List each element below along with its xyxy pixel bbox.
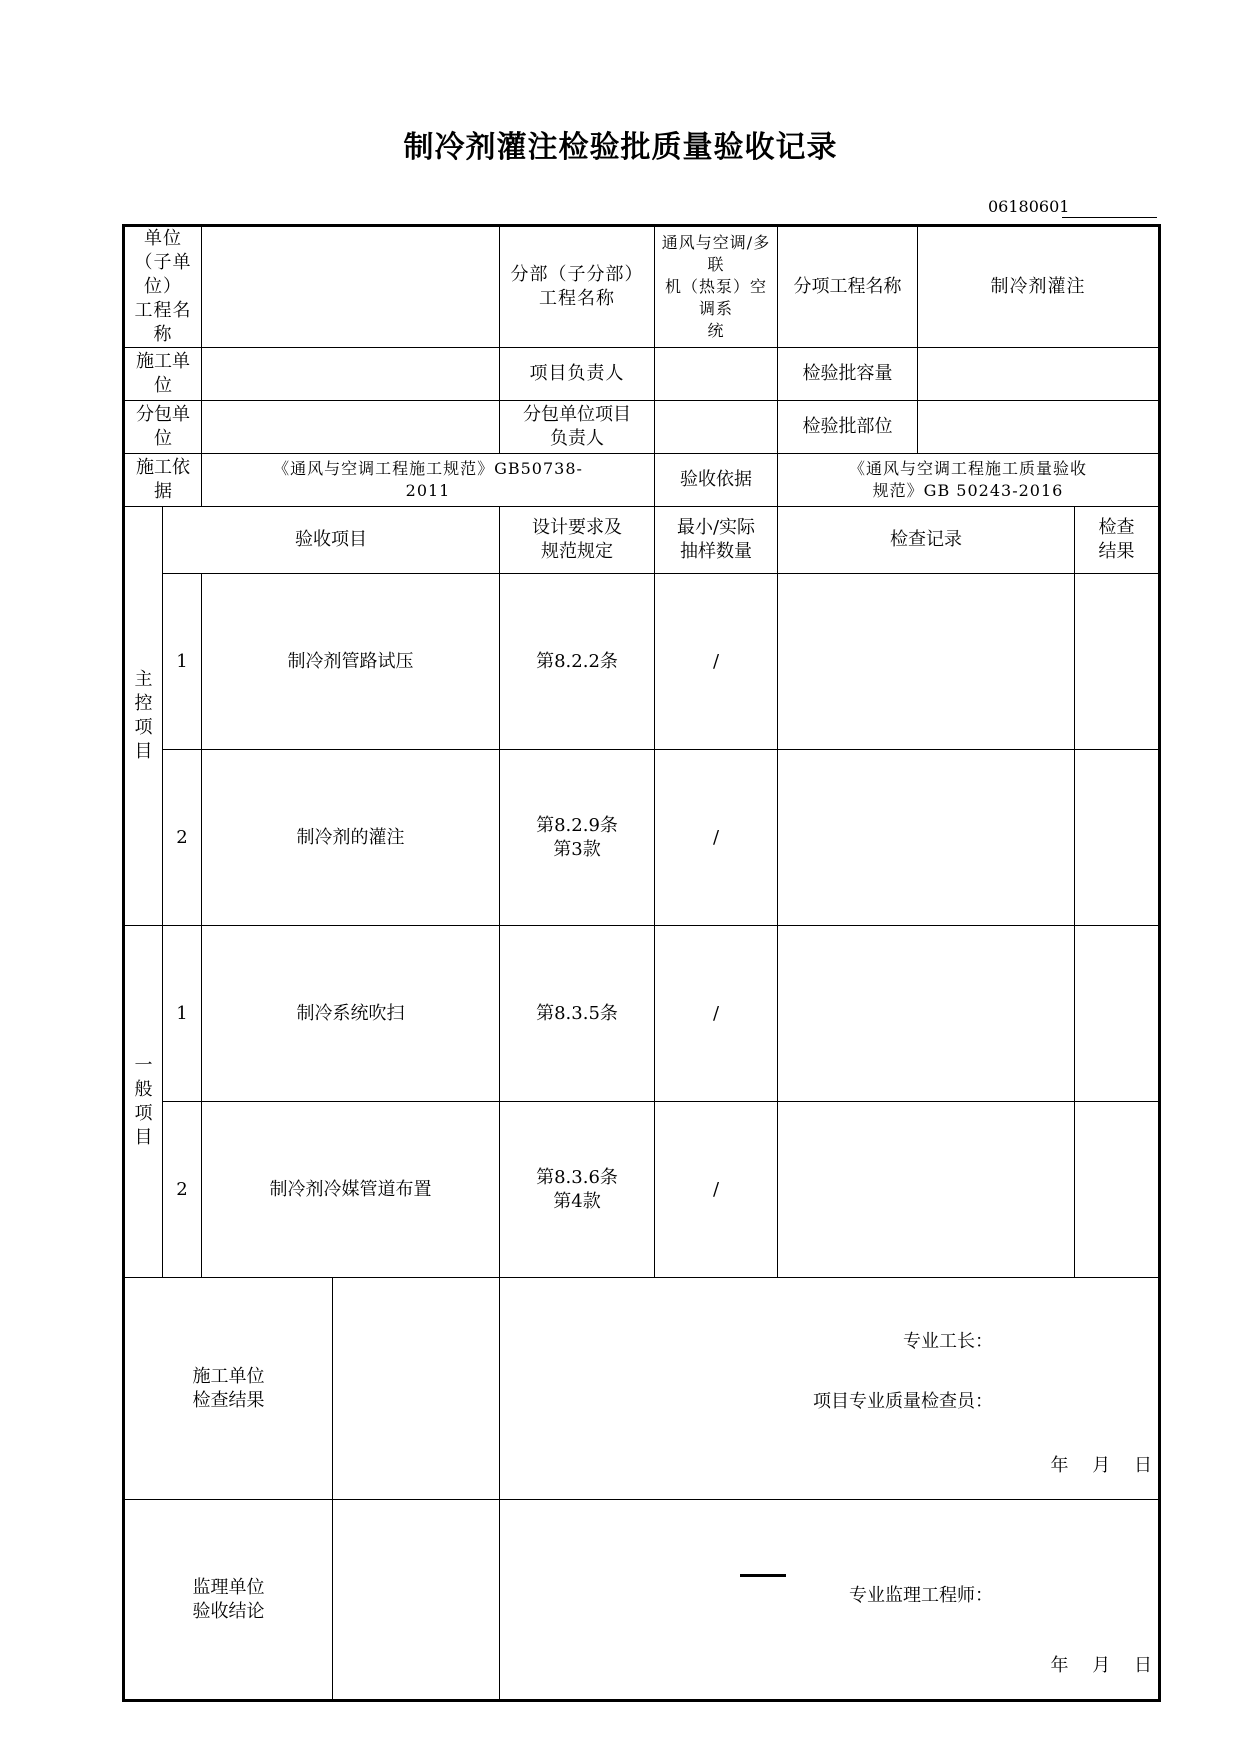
supervision-signature-area — [500, 1500, 1160, 1701]
table-row — [124, 574, 1160, 750]
item-number: 2 — [163, 750, 202, 926]
item-clause: 第8.3.6条 第4款 — [500, 1102, 655, 1278]
row-column-headers — [124, 507, 1160, 574]
unit-value — [202, 226, 500, 348]
division-value: 通风与空调/多联 机（热泵）空调系 统 — [655, 226, 778, 348]
unit-label: 单位（子单位） 工程名称 — [124, 226, 202, 348]
item-result — [1075, 574, 1160, 750]
item-number: 2 — [163, 1102, 202, 1278]
inspector-label: 项目专业质量检查员： — [813, 1391, 993, 1412]
item-result — [1075, 1102, 1160, 1278]
col-result-header: 检查 结果 — [1075, 507, 1160, 574]
item-clause: 第8.3.5条 — [500, 926, 655, 1102]
col-sample-header: 最小/实际 抽样数量 — [655, 507, 778, 574]
item-name: 制冷剂管路试压 — [202, 574, 500, 750]
item-name: 制冷剂冷媒管道布置 — [202, 1102, 500, 1278]
project-manager-value — [655, 348, 778, 401]
item-sample: / — [655, 1102, 778, 1278]
subitem-label: 分项工程名称 — [778, 226, 918, 348]
row-construction-check — [124, 1278, 1160, 1500]
construction-check-label: 施工单位 检查结果 — [125, 1278, 333, 1499]
contractor-value — [202, 348, 500, 401]
sub-manager-value — [655, 401, 778, 454]
item-record — [778, 926, 1075, 1102]
item-sample: / — [655, 750, 778, 926]
item-record — [778, 750, 1075, 926]
row-contractor — [124, 348, 1160, 401]
col-record-header: 检查记录 — [778, 507, 1075, 574]
item-number: 1 — [163, 926, 202, 1102]
row-supervision-check — [124, 1500, 1160, 1701]
form-code: 06180601 — [988, 197, 1070, 216]
acceptance-basis-label: 验收依据 — [655, 454, 778, 507]
supervision-check-label: 监理单位 验收结论 — [125, 1500, 333, 1699]
foreman-label: 专业工长： — [903, 1331, 993, 1352]
lot-part-value — [918, 401, 1160, 454]
page-title: 制冷剂灌注检验批质量验收记录 — [403, 130, 838, 165]
item-sample: / — [655, 574, 778, 750]
subitem-value: 制冷剂灌注 — [918, 226, 1160, 348]
item-record — [778, 574, 1075, 750]
project-manager-label: 项目负责人 — [500, 348, 655, 401]
col-item-header: 验收项目 — [163, 507, 500, 574]
lot-part-label: 检验批部位 — [778, 401, 918, 454]
item-number: 1 — [163, 574, 202, 750]
general-items-label: 一 般 项 目 — [124, 926, 163, 1278]
table-row — [124, 926, 1160, 1102]
item-sample: / — [655, 926, 778, 1102]
main-items-label: 主 控 项 目 — [124, 507, 163, 926]
form-code-underline — [1062, 217, 1157, 218]
table-row — [124, 750, 1160, 926]
col-requirement-header: 设计要求及 规范规定 — [500, 507, 655, 574]
acceptance-basis-value: 《通风与空调工程施工质量验收 规范》GB 50243-2016 — [778, 454, 1160, 507]
item-result — [1075, 926, 1160, 1102]
item-clause: 第8.2.9条 第3款 — [500, 750, 655, 926]
engineer-label: 专业监理工程师： — [849, 1585, 993, 1606]
lot-capacity-value — [918, 348, 1160, 401]
construction-date-label: 年 月 日 — [1050, 1455, 1152, 1476]
short-rule — [740, 1574, 786, 1577]
subcontractor-label: 分包单位 — [124, 401, 202, 454]
construction-signature-area — [500, 1278, 1160, 1500]
row-basis — [124, 454, 1160, 507]
sub-manager-label: 分包单位项目 负责人 — [500, 401, 655, 454]
item-clause: 第8.2.2条 — [500, 574, 655, 750]
item-name: 制冷剂的灌注 — [202, 750, 500, 926]
subcontractor-value — [202, 401, 500, 454]
division-label: 分部（子分部） 工程名称 — [500, 226, 655, 348]
row-subcontractor — [124, 401, 1160, 454]
lot-capacity-label: 检验批容量 — [778, 348, 918, 401]
inspection-form-table — [122, 224, 1161, 1702]
basis-label: 施工依据 — [124, 454, 202, 507]
row-unit — [124, 226, 1160, 348]
basis-value: 《通风与空调工程施工规范》GB50738- 2011 — [202, 454, 655, 507]
contractor-label: 施工单位 — [124, 348, 202, 401]
supervision-date-label: 年 月 日 — [1050, 1655, 1152, 1676]
item-name: 制冷系统吹扫 — [202, 926, 500, 1102]
item-result — [1075, 750, 1160, 926]
item-record — [778, 1102, 1075, 1278]
table-row — [124, 1102, 1160, 1278]
